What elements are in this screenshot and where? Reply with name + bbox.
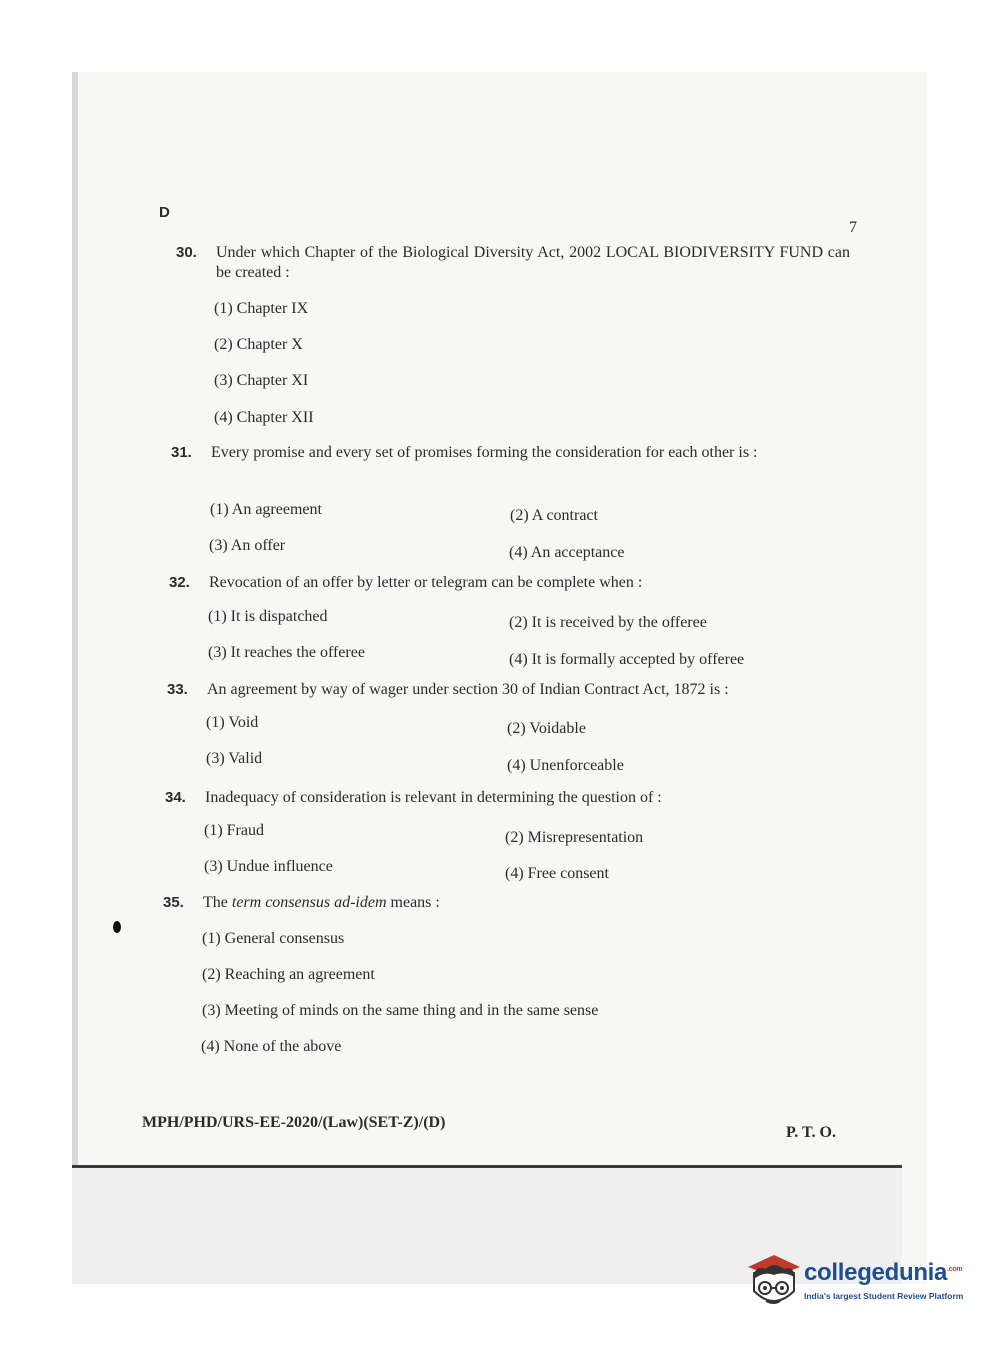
option: (3) An offer	[209, 537, 286, 554]
question-number: 32.	[169, 574, 190, 591]
question-text: Under which Chapter of the Biological Diversity Act, 2002 LOCAL BIODIVERSITY FUND can be created :	[216, 244, 850, 281]
option: (1) Chapter IX	[214, 300, 309, 317]
option: (1) Void	[206, 714, 259, 731]
option: (1) Fraud	[204, 822, 264, 839]
option: (3) Undue influence	[204, 858, 333, 875]
question-number: 34.	[165, 789, 186, 806]
question-text: Every promise and every set of promises forming the consideration for each other is :	[211, 444, 758, 461]
option: (2) Reaching an agreement	[202, 966, 375, 983]
page-bottom-rule	[72, 1165, 902, 1168]
brand-tagline: India's largest Student Review Platform	[804, 1291, 964, 1301]
option: (3) Valid	[206, 750, 263, 767]
option: (4) None of the above	[201, 1038, 342, 1055]
option: (2) A contract	[510, 507, 598, 524]
mascot-icon	[744, 1251, 802, 1315]
option: (2) Voidable	[507, 720, 586, 737]
option: (4) An acceptance	[509, 544, 625, 561]
question-text: The term consensus ad-idem means :	[203, 894, 440, 911]
question-31	[171, 443, 847, 463]
option: (4) Unenforceable	[507, 757, 624, 774]
question-30	[176, 243, 850, 283]
question-text: Inadequacy of consideration is relevant in determining the question of :	[205, 789, 662, 806]
collegedunia-logo	[744, 1251, 969, 1315]
option: (1) An agreement	[210, 501, 322, 518]
question-34	[165, 788, 805, 808]
question-35	[163, 893, 703, 913]
option: (1) General consensus	[202, 930, 345, 947]
option: (3) Chapter XI	[214, 372, 309, 389]
option: (2) Misrepresentation	[505, 829, 644, 846]
pto-label: P. T. O.	[786, 1124, 836, 1141]
option: (3) Meeting of minds on the same thing and in the same sense	[202, 1002, 599, 1019]
option: (1) It is dispatched	[208, 608, 328, 625]
option: (2) It is received by the offeree	[509, 614, 707, 631]
question-number: 31.	[171, 444, 192, 461]
question-32	[169, 573, 809, 593]
ink-spot	[113, 921, 121, 933]
set-letter: D	[159, 204, 170, 221]
question-number: 33.	[167, 681, 188, 698]
brand-name: collegedunia$^{.com}$	[804, 1259, 963, 1286]
option: (2) Chapter X	[214, 336, 303, 353]
question-33	[167, 680, 817, 700]
option: (3) It reaches the offeree	[208, 644, 365, 661]
option: (4) It is formally accepted by offeree	[509, 651, 745, 668]
question-number: 35.	[163, 894, 184, 911]
page-number: 7	[849, 219, 857, 236]
option: (4) Chapter XII	[214, 409, 314, 426]
sheet-edge	[72, 72, 78, 1284]
question-text: An agreement by way of wager under section 30 of Indian Contract Act, 1872 is :	[207, 681, 729, 698]
option: (4) Free consent	[505, 865, 609, 882]
paper-code: MPH/PHD/URS-EE-2020/(Law)(SET-Z)/(D)	[142, 1114, 446, 1131]
question-text: Revocation of an offer by letter or telegram can be complete when :	[209, 574, 643, 591]
question-number: 30.	[176, 244, 197, 261]
